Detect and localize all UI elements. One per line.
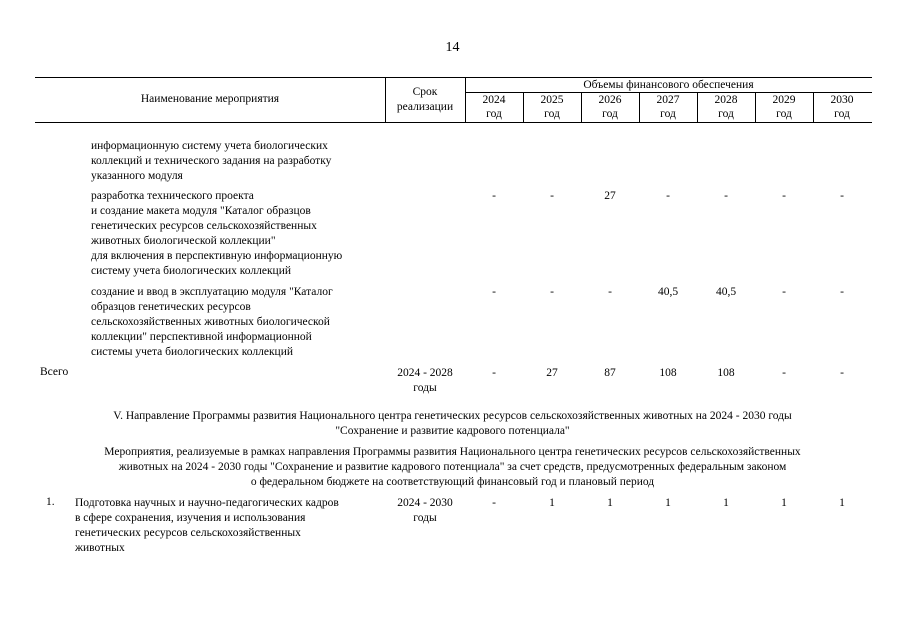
text-line: указанного модуля [91, 170, 183, 182]
value-cell: - [550, 190, 554, 202]
year-label: 2029 [772, 94, 796, 106]
year-label: 2028 [714, 94, 738, 106]
section-title [20, 409, 885, 439]
page-number: 14 [445, 40, 460, 55]
header-year-cell [639, 93, 697, 121]
period-line: годы [413, 382, 437, 394]
value-cell: - [666, 190, 670, 202]
header-year-cell [523, 93, 581, 121]
text-line: коллекции" перспективной информационной [91, 331, 312, 343]
value-cell: - [608, 286, 612, 298]
text-line: для включения в перспективную информационную [91, 250, 343, 262]
value-cell: - [492, 190, 496, 202]
item-period [385, 496, 465, 526]
header-year-cell [755, 93, 813, 121]
value-cell: 1 [781, 497, 787, 509]
text-line: разработка технического проекта [91, 190, 254, 202]
value-cell: - [782, 367, 786, 379]
value-cell: - [492, 286, 496, 298]
text-line: систему учета биологических коллекций [91, 265, 292, 277]
text-line: Подготовка научных и научно-педагогических кадров [75, 497, 339, 509]
value-cell: 1 [607, 497, 613, 509]
value-cell: 1 [549, 497, 555, 509]
text-line: генетических ресурсов сельскохозяйственных [75, 527, 301, 539]
header-year-cell [465, 93, 523, 121]
year-unit: год [718, 108, 734, 120]
item-number: 1. [46, 496, 55, 508]
header-period-line: реализации [396, 101, 454, 113]
text-line: образцов генетических ресурсов [91, 301, 251, 313]
header-name-col: Наименование мероприятия [140, 93, 280, 105]
value-cell: 27 [546, 367, 558, 379]
year-label: 2025 [540, 94, 564, 106]
value-cell: 108 [717, 367, 735, 379]
value-cell: - [840, 286, 844, 298]
value-cell: 87 [604, 367, 616, 379]
text-line: генетических ресурсов сельскохозяйственных [91, 220, 317, 232]
year-label: 2024 [482, 94, 506, 106]
header-year-cell [581, 93, 639, 121]
value-cell: 1 [723, 497, 729, 509]
value-cell: 108 [659, 367, 677, 379]
section-intro-line: о федеральном бюджете на соответствующий финансовый год и плановый период [250, 476, 655, 488]
row-module-text [91, 285, 386, 360]
text-line: системы учета биологических коллекций [91, 346, 293, 358]
section-intro [20, 445, 885, 490]
year-unit: год [544, 108, 560, 120]
value-cell: - [492, 367, 496, 379]
header-period-col [385, 85, 465, 115]
year-label: 2027 [656, 94, 680, 106]
text-line: животных [75, 542, 125, 554]
value-cell: - [782, 190, 786, 202]
text-line: создание и ввод в эксплуатацию модуля "Каталог [91, 286, 333, 298]
value-cell: - [840, 190, 844, 202]
value-cell: 1 [665, 497, 671, 509]
section-title-line: "Сохранение и развитие кадрового потенциала" [335, 425, 570, 437]
header-top-rule [35, 77, 872, 78]
year-label: 2030 [830, 94, 854, 106]
header-funding-col: Объемы финансового обеспечения [583, 79, 754, 91]
value-cell: - [492, 497, 496, 509]
text-line: в сфере сохранения, изучения и использования [75, 512, 306, 524]
year-unit: год [660, 108, 676, 120]
period-line: 2024 - 2028 [397, 367, 453, 379]
total-label: Всего [40, 366, 69, 378]
period-line: 2024 - 2030 [397, 497, 453, 509]
year-unit: год [602, 108, 618, 120]
value-cell: 27 [604, 190, 616, 202]
text-line: и создание макета модуля "Каталог образцов [91, 205, 311, 217]
year-label: 2026 [598, 94, 622, 106]
text-line: коллекций и технического задания на разработку [91, 155, 332, 167]
period-line: годы [413, 512, 437, 524]
value-cell: - [840, 367, 844, 379]
section-intro-line: животных на 2024 - 2030 годы "Сохранение и развитие кадрового потенциала" за счет средств, предусмотренных федеральным законом [118, 461, 787, 473]
year-unit: год [834, 108, 850, 120]
item-text [75, 496, 380, 556]
year-unit: год [486, 108, 502, 120]
value-cell: 1 [839, 497, 845, 509]
value-cell: - [724, 190, 728, 202]
header-year-cell [813, 93, 871, 121]
value-cell: 40,5 [715, 286, 737, 298]
text-line: информационную систему учета биологических [91, 140, 328, 152]
header-period-line: Срок [412, 86, 438, 98]
value-cell: - [550, 286, 554, 298]
section-intro-line: Мероприятия, реализуемые в рамках направления Программы развития Национального центра генетических ресурсов сельскохозяйственных [104, 446, 801, 458]
text-line: животных биологической коллекции" [91, 235, 276, 247]
year-unit: год [776, 108, 792, 120]
value-cell: - [782, 286, 786, 298]
row-continuation-text [91, 139, 381, 184]
value-cell: 40,5 [657, 286, 679, 298]
total-period [385, 366, 465, 396]
header-bottom-rule [35, 122, 872, 123]
text-line: сельскохозяйственных животных биологической [91, 316, 330, 328]
header-year-cell [697, 93, 755, 121]
row-tech-project-text [91, 189, 386, 279]
section-title-line: V. Направление Программы развития Национального центра генетических ресурсов сельскохозяйственных животных на 2024 - 2030 годы [113, 410, 792, 422]
